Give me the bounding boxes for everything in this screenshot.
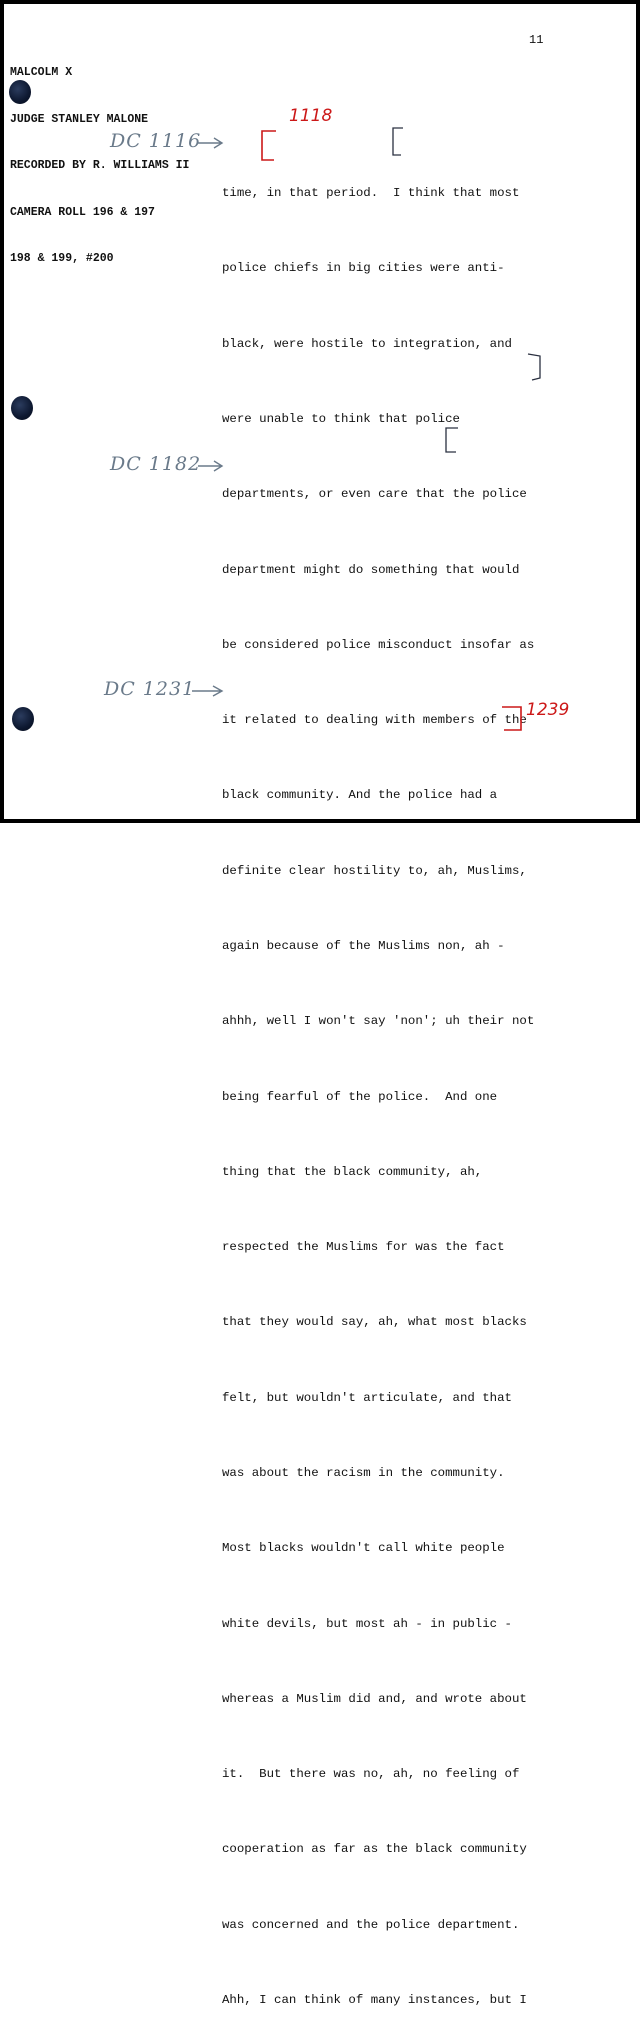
- body-line: departments, or even care that the police: [222, 487, 527, 502]
- header-line-4: CAMERA ROLL 196 & 197: [10, 205, 155, 219]
- arrow-icon: [198, 461, 222, 471]
- red-bracket-icon: [262, 131, 276, 160]
- red-bracket-marks: [262, 131, 521, 730]
- body-line: cooperation as far as the black community: [222, 1842, 527, 1857]
- handwritten-annotations: [0, 0, 640, 823]
- body-line: again because of the Muslims non, ah -: [222, 939, 505, 953]
- body-line: be considered police misconduct insofar as: [222, 637, 535, 652]
- body-line: black, were hostile to integration, and: [222, 336, 512, 351]
- body-line: that they would say, ah, what most blacks: [222, 1315, 527, 1330]
- arrow-icon: [198, 138, 222, 148]
- body-line: ahhh, well I won't say 'non'; uh their not: [222, 1014, 535, 1029]
- body-line: it. But there was no, ah, no feeling of: [222, 1767, 520, 1782]
- body-line: felt, but wouldn't articulate, and that: [222, 1390, 512, 1405]
- header-line-2: JUDGE STANLEY MALONE: [10, 112, 149, 126]
- header-line-1: MALCOLM X: [10, 66, 73, 79]
- ink-bracket-marks: [393, 128, 540, 452]
- body-line: definite clear hostility to, ah, Muslims,: [222, 863, 527, 878]
- body-line: was concerned and the police department.: [222, 1917, 520, 1932]
- arrow-icon: [192, 686, 222, 696]
- body-line: was about the racism in the community.: [222, 1465, 505, 1480]
- red-note-1118: 1118: [289, 106, 333, 126]
- body-line: it related to dealing with members of the: [222, 713, 527, 728]
- body-line: respected the Muslims for was the fact: [222, 1240, 505, 1255]
- red-note-1239: 1239: [526, 700, 570, 720]
- bracket-icon: [528, 354, 540, 380]
- body-line: black community. And the police had a: [222, 788, 498, 803]
- header-line-5: 198 & 199, #200: [10, 252, 114, 265]
- bracket-icon: [393, 128, 403, 155]
- bracket-icon: [446, 428, 458, 452]
- margin-note-dc1231: DC 1231: [104, 678, 196, 700]
- margin-note-dc1116: DC 1116: [110, 130, 202, 152]
- margin-note-dc1182: DC 1182: [110, 453, 202, 475]
- body-line: Most blacks wouldn't call white people: [222, 1541, 505, 1556]
- header-line-3: RECORDED BY R. WILLIAMS II: [10, 159, 190, 172]
- body-line: white devils, but most ah - in public -: [222, 1616, 512, 1631]
- page-number: 11: [529, 33, 544, 47]
- body-line: being fearful of the police. And one: [222, 1089, 498, 1104]
- body-line: Ahh, I can think of many instances, but I: [222, 1992, 527, 2007]
- red-bracket-icon: [502, 707, 521, 730]
- body-line: police chiefs in big cities were anti-: [222, 261, 505, 276]
- body-line: whereas a Muslim did and, and wrote about: [222, 1691, 527, 1706]
- body-line: were unable to think that police: [222, 412, 460, 427]
- pencil-arrows: [192, 138, 222, 696]
- body-line: time, in that period. I think that most: [222, 186, 520, 201]
- body-line: thing that the black community, ah,: [222, 1164, 483, 1179]
- body-line: department might do something that would: [222, 562, 520, 577]
